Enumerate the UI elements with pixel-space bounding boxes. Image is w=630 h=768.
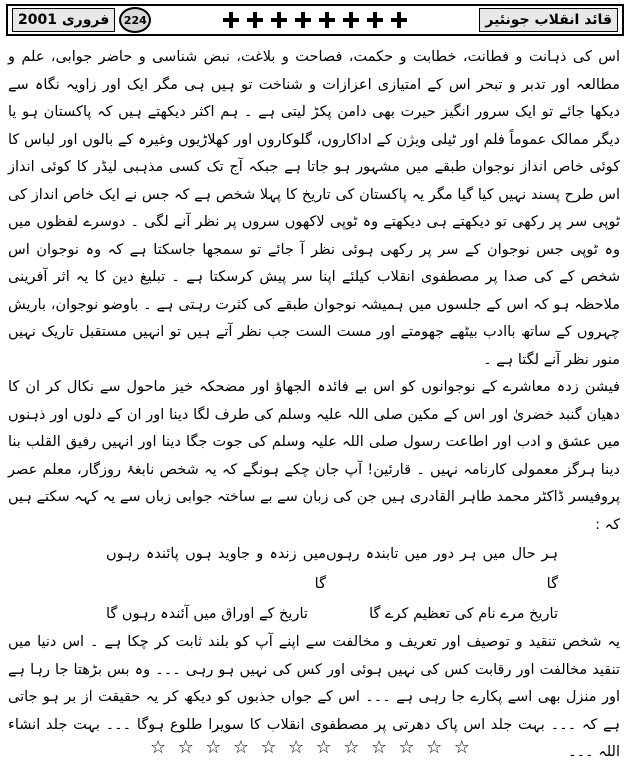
header-left [12, 7, 151, 33]
star-icon: ☆ [343, 737, 360, 758]
verse-2-right: تاریخ مرے نام کی تعظیم کرے گا [369, 606, 558, 622]
verse-line-2 [8, 599, 620, 629]
star-icon: ☆ [260, 737, 277, 758]
paragraph-3: یہ شخص تنقید و توصیف اور تعریف و مخالفت سے اپنے آپ کو بلند ثابت کر چکا ہے ۔ اس دنیا میں تنقید مخالفت اور رقابت کس کی نہیں ہوئی اور کس کی نہیں ہو رہی ۔۔۔ وہ بس بڑھتا جا رہا ہے اور منزل بھی اسے پکارے جا رہی ہے ۔۔۔ اس کے جواں جذبوں کو دیکھ کر یہ حقیقت از بر ہو جاتی ہے کہ ۔۔۔ بہت جلد اس پاک دھرتی پر مصطفوی انقلاب کا سویرا طلوع ہوگا ۔۔۔ بہت جلد انشاء اللہ ۔۔۔ [8, 634, 620, 760]
verse-line-1 [8, 539, 620, 599]
footer-stars [150, 737, 470, 758]
cross-ornament-icon [295, 12, 311, 28]
star-icon: ☆ [205, 737, 222, 758]
page-number: 224 [119, 7, 151, 33]
paragraph-2: فیشن زدہ معاشرے کے نوجوانوں کو اس بے فائدہ الجھاؤ اور مضحکہ خیز ماحول سے نکال کر ان کا دھیان گنبد خضریٰ اور اس کے مکین صلی اللہ علیہ وسلم کی طرف لگا دینا اور ان کے دلوں اور ذہنوں میں عشق و ادب اور اطاعت رسول صلی اللہ علیہ وسلم کی جوت جگا دینا اور انہیں رفیق القلب بنا دینا ہرگز معمولی کارنامہ نہیں ۔ قارئین! آپ جان چکے ہونگے کہ یہ شخص نابغۂ روزگار، معلم عصر پروفیسر ڈاکٹر محمد طاہر القادری ہیں جن کی زبان سے بے ساختہ جوابی زباں سے یہ کہہ سکتے ہیں کہ : [8, 379, 620, 533]
decorative-crosses [223, 12, 407, 28]
verse-1-left: میں زندہ و جاوید ہوں پائندہ رہوں گا [106, 546, 326, 592]
star-icon: ☆ [288, 737, 305, 758]
star-icon: ☆ [232, 737, 249, 758]
star-icon: ☆ [398, 737, 415, 758]
header-right [479, 8, 618, 32]
cross-ornament-icon [247, 12, 263, 28]
cross-ornament-icon [319, 12, 335, 28]
article-body [8, 44, 620, 767]
cross-ornament-icon [391, 12, 407, 28]
star-icon: ☆ [177, 737, 194, 758]
magazine-title: قائد انقلاب جونئیر [479, 8, 618, 32]
issue-date: فروری 2001 [12, 8, 115, 32]
page-header [6, 4, 624, 36]
cross-ornament-icon [367, 12, 383, 28]
star-icon: ☆ [315, 737, 332, 758]
cross-ornament-icon [343, 12, 359, 28]
paragraph-1: اس کی ذہانت و فطانت، خطابت و حکمت، فصاحت و بلاغت، نبض شناسی و حاضر جوابی، علم و مطالعہ اور تدبر و تبحر اس کے امتیازی اعزازات و شناخت تو ہیں ہی مگر ایک اور زاویہ نگاہ سے دیکھا جائے تو ایک سرور انگیز حیرت بھی دامن پکڑ لیتی ہے ۔ ہم اکثر دیکھتے ہیں کہ پاکستان ہو یا دیگر ممالک عموماً فلم اور ٹیلی ویژن کے اداکاروں، گلوکاروں اور کھلاڑیوں وغیرہ کے بالوں اور لباس کا کوئی خاص انداز نوجوان طبقے میں مشہور ہو جاتا ہے جبکہ آج تک کسی مذہبی لیڈر کا کوئی انداز اس طرح پسند نہیں کیا گیا مگر یہ پاکستان کی تاریخ کا پہلا شخص ہے کہ جس نے ایک خاص انداز کی ٹوپی سر پر رکھی تو دیکھتے ہی دیکھتے وہ ٹوپی لاکھوں سروں پر نظر آنے لگی ۔ دوسرے لفظوں میں وہ ٹوپی جس نوجوان کے سر پر رکھی ہوئی نظر آ جائے تو سمجھا جاسکتا ہے کہ وہ نوجوان اس شخص کے کی صدا پر مصطفوی انقلاب کیلئے اپنا سر پیش کرسکتا ہے ۔ تبلیغ دین کا یہ اثر آفرینی ملاحظہ ہو کہ اس کے جلسوں میں ہمیشہ نوجوان طبقے کی کثرت رہتی ہے ۔ باوضو نوجوان، باریش چہروں کے ساتھ باادب بیٹھے جھومتے اور مست الست جب نظر آتے ہیں تو انہیں مستقبل تاریک نہیں منور نظر آنے لگتا ہے ۔ [8, 49, 620, 368]
star-icon: ☆ [150, 737, 167, 758]
cross-ornament-icon [271, 12, 287, 28]
star-icon: ☆ [370, 737, 388, 758]
star-icon: ☆ [426, 737, 443, 758]
cross-ornament-icon [223, 12, 239, 28]
star-icon: ☆ [453, 737, 470, 758]
verse-2-left: تاریخ کے اوراق میں آئندہ رہوں گا [106, 606, 308, 622]
verse-1-right: ہر حال میں ہر دور میں تابندہ رہوں گا [325, 546, 558, 592]
